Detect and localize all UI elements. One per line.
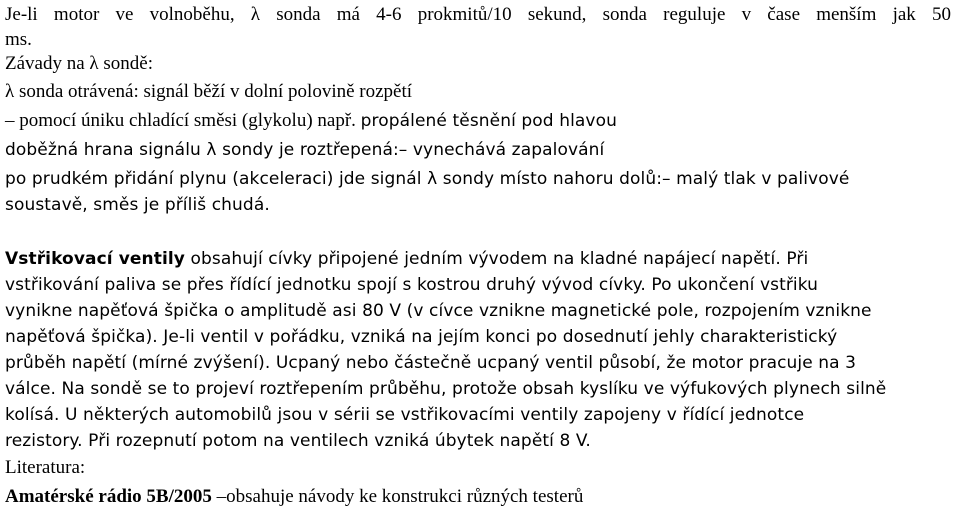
paragraph-line: vynikne napěťová špička o amplitudě asi 80 V (v cívce vznikne magnetické pole, rozpojením vznikne [5, 301, 872, 321]
paragraph-line: napěťová špička). Je-li ventil v pořádku, vzniká na jejím konci po dosednutí jehly charakteristický [5, 327, 838, 347]
paragraph-line: kolísá. U některých automobilů jsou v sérii se vstřikovacími ventily zapojeny v řídící jednotce [5, 405, 805, 425]
bold-term: Vstřikovací ventily [5, 249, 185, 269]
paragraph-line: ms. [5, 29, 32, 50]
paragraph-line [5, 109, 617, 133]
text-span: – pomocí úniku chladící směsi (glykolu) např. [5, 110, 356, 131]
lambda-faults-heading: Závady na λ sondě: [5, 53, 153, 74]
text-span: obsahují cívky připojené jedním vývodem na kladné napájecí napětí. Při [185, 249, 809, 269]
paragraph-line: λ sonda otrávená: signál běží v dolní polovině rozpětí [5, 81, 413, 102]
paragraph-line: vstřikování paliva se přes řídící jednotku spojí s kostrou druhý vývod cívky. Po ukončení vstřiku [5, 275, 819, 295]
reference-description: –obsahuje návody ke konstrukci různých testerů [211, 486, 584, 507]
paragraph-line: válce. Na sondě se to projeví roztřepením průběhu, protože obsah kyslíku ve výfukových plynech silně [5, 379, 887, 399]
paragraph-line: rezistory. Při rozepnutí potom na ventilech vzniká úbytek napětí 8 V. [5, 431, 591, 451]
text-span: propálené těsnění pod hlavou [360, 111, 617, 131]
paragraph-line: doběžná hrana signálu λ sondy je roztřepená:– vynechává zapalování [5, 140, 605, 160]
paragraph-line: průběh napětí (mírné zvýšení). Ucpaný nebo částečně ucpaný ventil působí, že motor pracuje na 3 [5, 353, 857, 373]
literature-heading: Literatura: [5, 457, 86, 478]
paragraph-line: Je-li motor ve volnoběhu, λ sonda má 4-6 prokmitů/10 sekund, sonda reguluje v čase menším jak 50 [5, 4, 951, 25]
paragraph-line [5, 247, 808, 271]
reference-title: Amatérské rádio 5B/2005 [5, 486, 212, 507]
paragraph-line: soustavě, směs je příliš chudá. [5, 195, 270, 215]
literature-reference [5, 485, 583, 509]
paragraph-line: po prudkém přidání plynu (akceleraci) jde signál λ sondy místo nahoru dolů:– malý tlak v palivové [5, 169, 850, 189]
